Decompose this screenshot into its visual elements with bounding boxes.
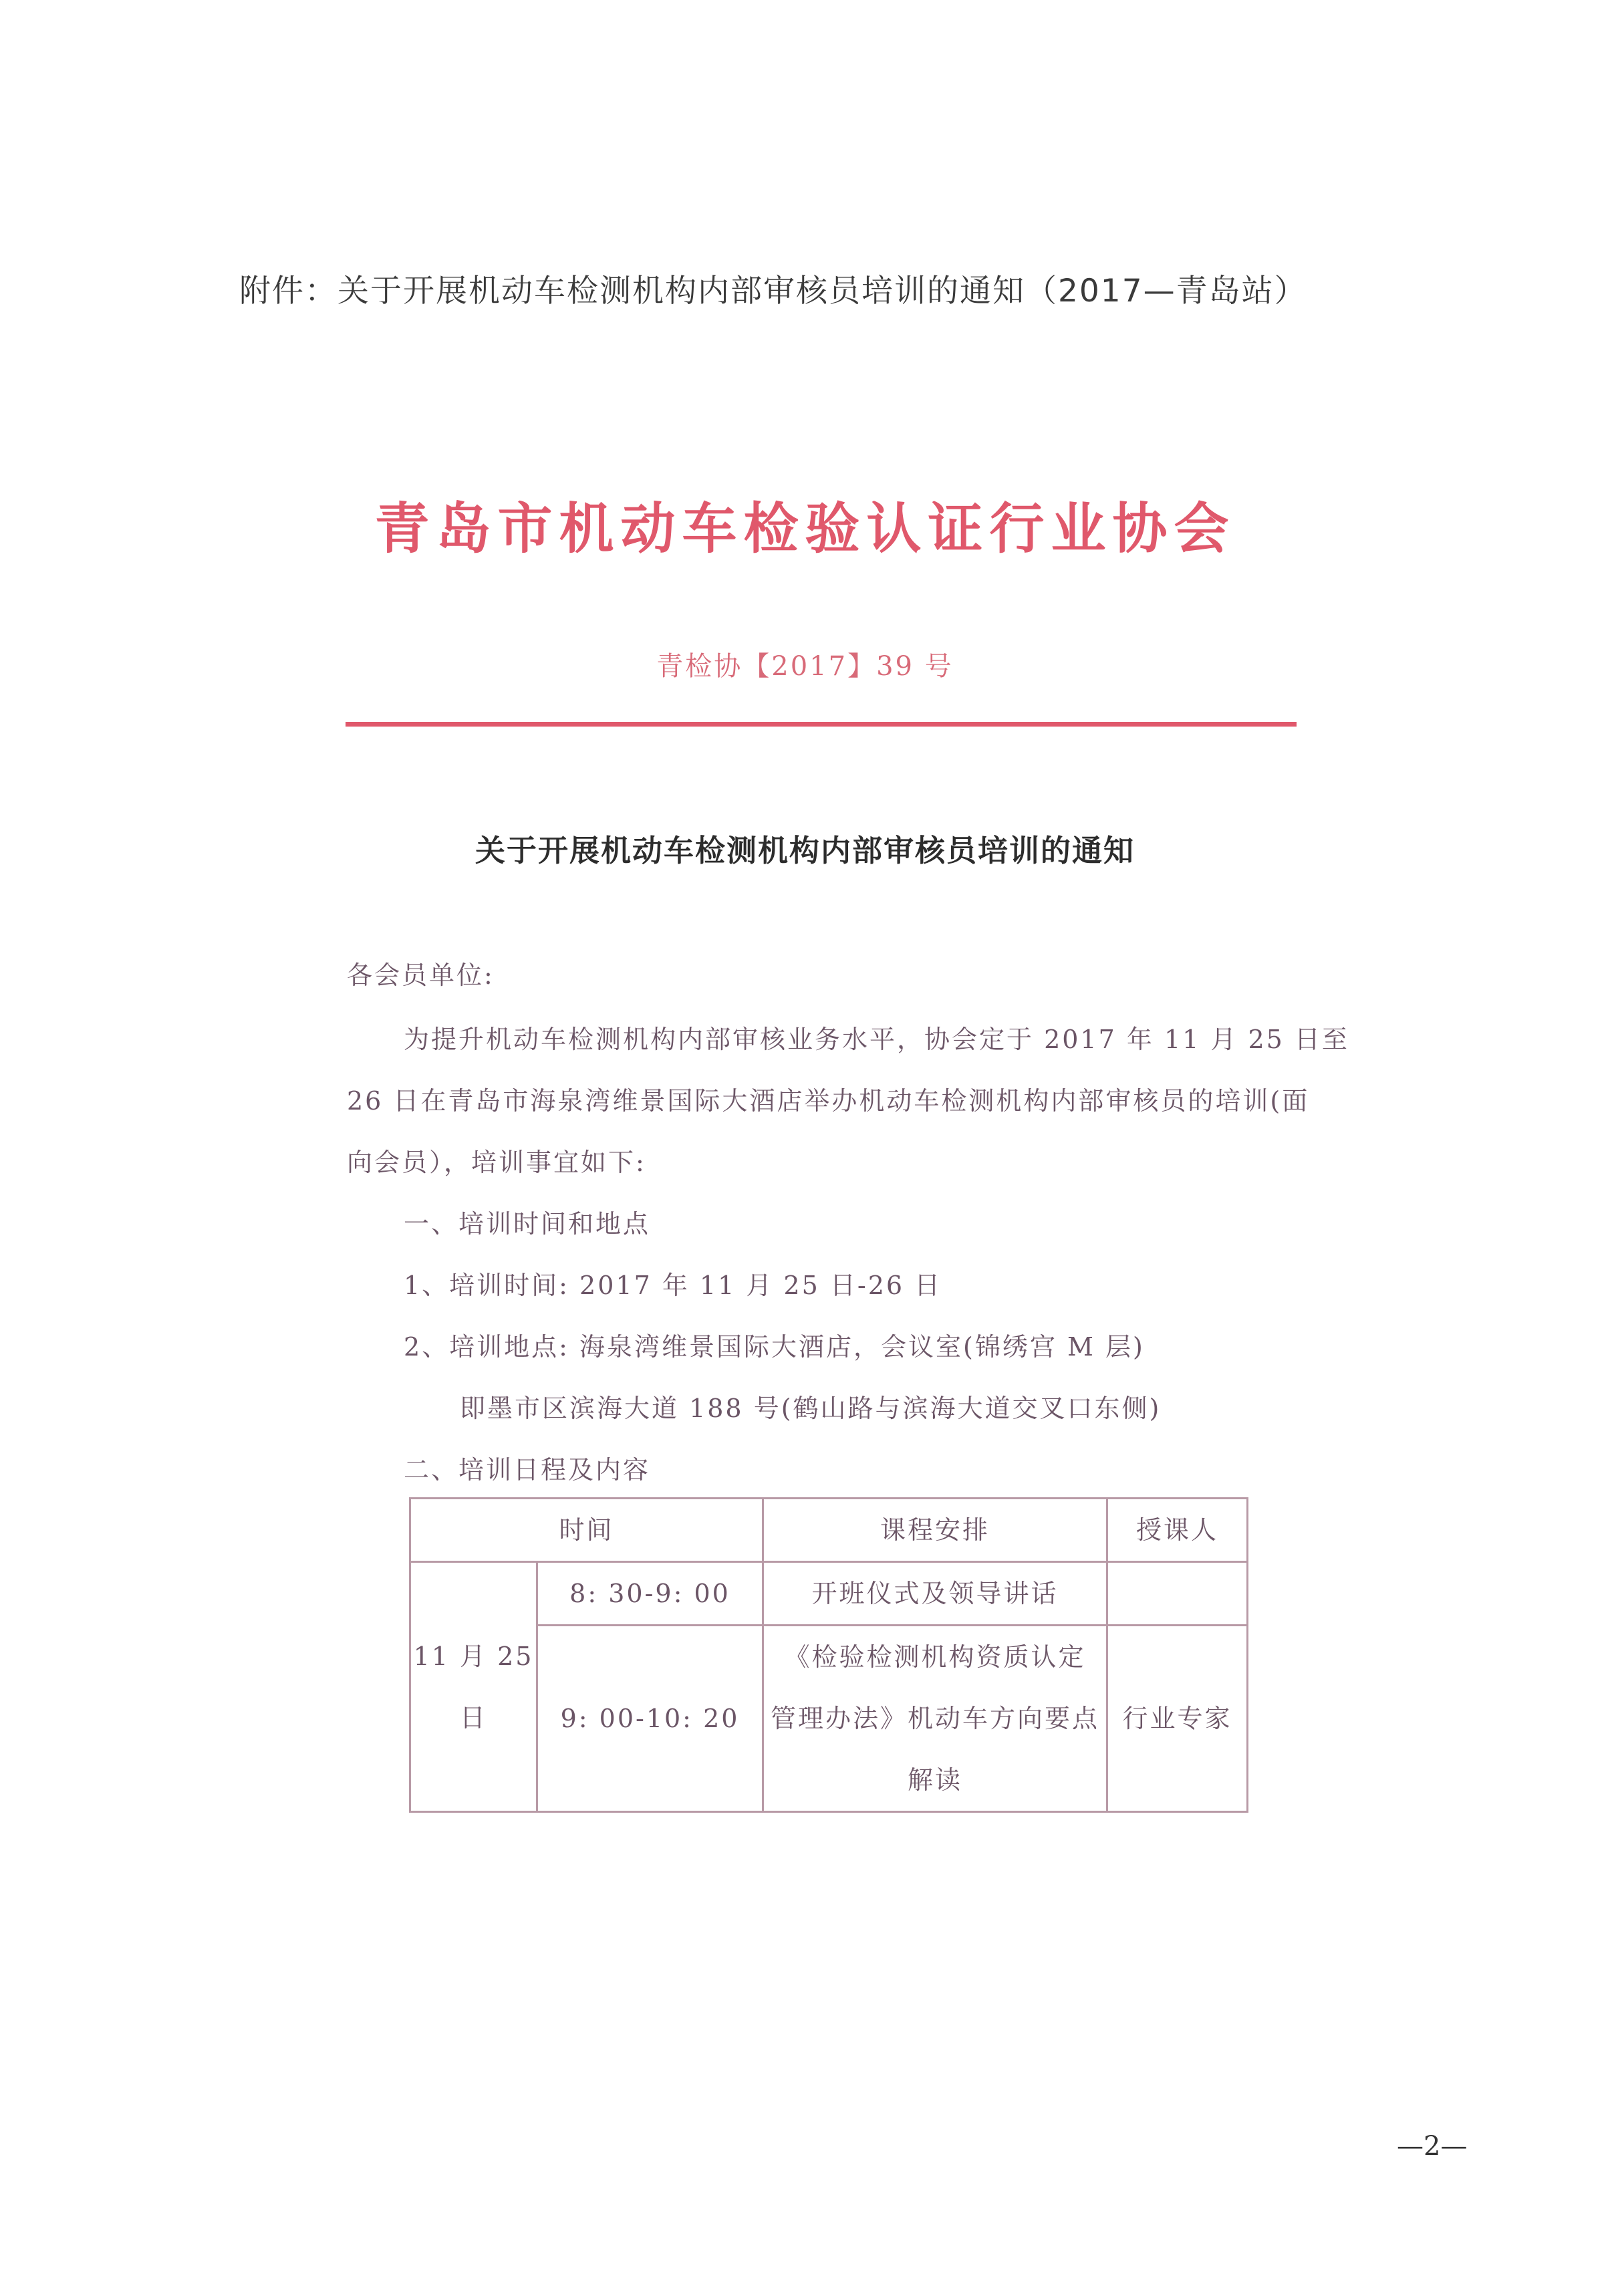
body-line-3: 向会员），培训事宜如下: — [347, 1148, 646, 1177]
course-cell — [763, 1626, 1107, 1812]
attachment-line: 附件：关于开展机动车检测机构内部审核员培训的通知（2017—青岛站） — [239, 273, 1307, 309]
date-cell — [410, 1562, 537, 1812]
body-line-1: 为提升机动车检测机构内部审核业务水平，协会定于 2017 年 11 月 25 日至 — [404, 1025, 1349, 1054]
body-line-2: 26 日在青岛市海泉湾维景国际大酒店举办机动车检测机构内部审核员的培训(面 — [347, 1086, 1310, 1116]
course-line-3: 解读 — [908, 1765, 963, 1795]
lecturer-cell — [1107, 1562, 1248, 1626]
course-line-1: 《检验检测机构资质认定 — [784, 1642, 1086, 1672]
header-lecturer: 授课人 — [1107, 1499, 1248, 1562]
letterhead-org-name: 青岛市机动车检验认证行业协会 — [374, 497, 1236, 561]
date-line-1: 11 月 25 — [413, 1641, 534, 1671]
salutation: 各会员单位: — [347, 961, 495, 990]
training-location-item: 2、培训地点: 海泉湾维景国际大酒店，会议室(锦绣宫 M 层) — [404, 1332, 1145, 1362]
table-row — [410, 1562, 1248, 1626]
page-number: —2— — [1397, 2131, 1468, 2162]
training-address-line: 即墨市区滨海大道 188 号(鹤山路与滨海大道交叉口东侧) — [460, 1394, 1162, 1423]
date-line-2: 日 — [459, 1702, 487, 1733]
notice-title: 关于开展机动车检测机构内部审核员培训的通知 — [475, 833, 1135, 868]
schedule-table — [409, 1497, 1248, 1813]
lecturer-cell: 行业专家 — [1107, 1626, 1248, 1812]
training-time-item: 1、培训时间: 2017 年 11 月 25 日-26 日 — [404, 1271, 942, 1300]
section-2-heading: 二、培训日程及内容 — [404, 1455, 651, 1485]
time-cell: 8: 30-9: 00 — [537, 1562, 763, 1626]
document-number: 青检协【2017】39 号 — [656, 651, 954, 682]
header-time: 时间 — [410, 1499, 763, 1562]
letterhead-rule — [346, 722, 1297, 727]
course-cell: 开班仪式及领导讲话 — [763, 1562, 1107, 1626]
time-cell: 9: 00-10: 20 — [537, 1626, 763, 1812]
course-line-2: 管理办法》机动车方向要点 — [771, 1704, 1100, 1733]
section-1-heading: 一、培训时间和地点 — [404, 1209, 651, 1239]
table-header-row — [410, 1499, 1248, 1562]
header-course: 课程安排 — [763, 1499, 1107, 1562]
